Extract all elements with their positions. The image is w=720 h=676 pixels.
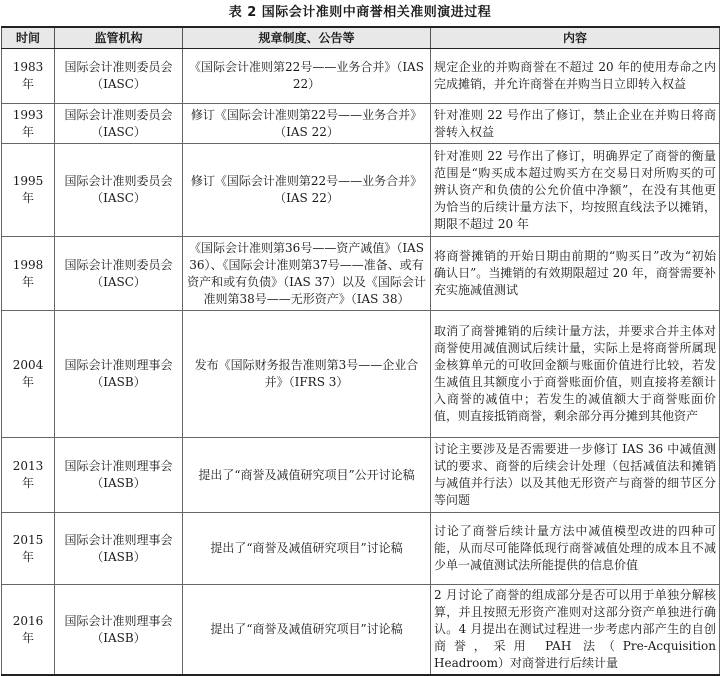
- org-abbr: （IASB）: [91, 549, 146, 564]
- cell-doc: 提出了“商誉及减值研究项目”讨论稿: [183, 585, 431, 676]
- cell-content: 针对准则 22 号作出了修订，禁止企业在并购日将商誉转入权益: [431, 104, 720, 144]
- cell-time: 2013 年: [2, 438, 55, 513]
- cell-content: 讨论主要涉及是否需要进一步修订 IAS 36 中减值测试的要求、商誉的后续会计处理（包括减值法和摊销与减值并行法）以及其他无形资产与商誉的细节区分等问题: [431, 438, 720, 513]
- org-abbr: （IASC）: [91, 77, 146, 91]
- cell-time: 2004 年: [2, 311, 55, 438]
- table-row: [2, 438, 720, 513]
- org-abbr: （IASC）: [91, 124, 146, 139]
- cell-content: 讨论了商誉后续计量方法中减值模型改进的四种可能，从而尽可能降低现行商誉减值处理的成本且不减少单一减值测试法所能提供的信息价值: [431, 513, 720, 585]
- cell-org: [55, 144, 183, 237]
- table-row: [2, 585, 720, 676]
- cell-org: [55, 237, 183, 311]
- cell-doc: 发布《国际财务报告准则第3号——企业合并》（IFRS 3）: [183, 311, 431, 438]
- org-abbr: （IASC）: [91, 191, 146, 205]
- cell-content: 2 月讨论了商誉的组成部分是否可以用于单独分解核算，并且按照无形资产准则对这部分资产单独进行确认。4 月提出在测试过程进一步考虑内部产生的自创商誉，采用 PAH 法（Pre-Acquisition Headroom）对商誉进行后续计量: [431, 585, 720, 676]
- cell-time: 1998 年: [2, 237, 55, 311]
- cell-content: 规定企业的并购商誉在不超过 20 年的使用寿命之内完成摊销，并允许商誉在并购当日立即转入权益: [431, 49, 720, 104]
- org-abbr: （IASB）: [91, 375, 146, 389]
- cell-content: 针对准则 22 号作出了修订，明确界定了商誉的衡量范围是“购买成本超过购买方在交易日对所购买的可辨认资产和负债的公允价值中净额”，在没有其他更为恰当的后续计量方法下，均按照直线法予以摊销，期限不超过 20 年: [431, 144, 720, 237]
- org-name: 国际会计准则委员会: [64, 257, 173, 272]
- org-name: 国际会计准则理事会: [64, 532, 173, 547]
- cell-time: 1993 年: [2, 104, 55, 144]
- table-row: [2, 513, 720, 585]
- org-name: 国际会计准则委员会: [64, 60, 173, 74]
- cell-org: [55, 311, 183, 438]
- org-abbr: （IASB）: [91, 476, 146, 490]
- org-name: 国际会计准则理事会: [64, 613, 173, 628]
- org-name: 国际会计准则理事会: [64, 459, 173, 473]
- org-name: 国际会计准则委员会: [64, 174, 173, 188]
- cell-org: [55, 49, 183, 104]
- cell-time: 1995 年: [2, 144, 55, 237]
- table-row: [2, 311, 720, 438]
- header-org: 监管机构: [55, 27, 183, 49]
- table-title: 表 2 国际会计准则中商誉相关准则演进过程: [228, 5, 492, 20]
- cell-org: [55, 438, 183, 513]
- org-abbr: （IASC）: [91, 274, 146, 289]
- header-time: 时间: [2, 27, 55, 49]
- table-row: [2, 49, 720, 104]
- cell-doc: 修订《国际会计准则第22号——业务合并》（IAS 22）: [183, 144, 431, 237]
- org-abbr: （IASB）: [91, 630, 146, 645]
- header-doc: 规章制度、公告等: [183, 27, 431, 49]
- cell-doc: 提出了“商誉及减值研究项目”讨论稿: [183, 513, 431, 585]
- table-row: [2, 104, 720, 144]
- table-row: [2, 237, 720, 311]
- cell-doc: 《国际会计准则第22号——业务合并》（IAS 22）: [183, 49, 431, 104]
- cell-org: [55, 585, 183, 676]
- org-name: 国际会计准则理事会: [64, 358, 173, 372]
- cell-org: [55, 104, 183, 144]
- cell-content: 取消了商誉摊销的后续计量方法，并要求合并主体对商誉使用减值测试后续计量，实际上是将商誉所属现金核算单元的可收回金额与账面价值进行比较，若发生减值且其额度小于商誉账面价值，则直接将差额计入商誉的减值中；若发生的减值额大于商誉账面价值，则直接抵销商誉，剩余部分再分摊到其他资产: [431, 311, 720, 438]
- cell-time: 1983 年: [2, 49, 55, 104]
- table-header-row: [2, 27, 720, 49]
- cell-time: 2016 年: [2, 585, 55, 676]
- header-content: 内容: [431, 27, 720, 49]
- cell-content: 将商誉摊销的开始日期由前期的“购买日”改为“初始确认日”。当摊销的有效期限超过 20 年，商誉需要补充实施减值测试: [431, 237, 720, 311]
- table-row: [2, 144, 720, 237]
- org-name: 国际会计准则委员会: [64, 107, 173, 122]
- cell-time: 2015 年: [2, 513, 55, 585]
- cell-doc: 《国际会计准则第36号——资产减值》（IAS 36）、《国际会计准则第37号——准备、或有资产和或有负债》（IAS 37）以及《国际会计准则第38号——无形资产》（IAS 38）: [183, 237, 431, 311]
- regulation-table: [1, 26, 720, 676]
- cell-doc: 提出了“商誉及减值研究项目”公开讨论稿: [183, 438, 431, 513]
- cell-org: [55, 513, 183, 585]
- cell-doc: 修订《国际会计准则第22号——业务合并》（IAS 22）: [183, 104, 431, 144]
